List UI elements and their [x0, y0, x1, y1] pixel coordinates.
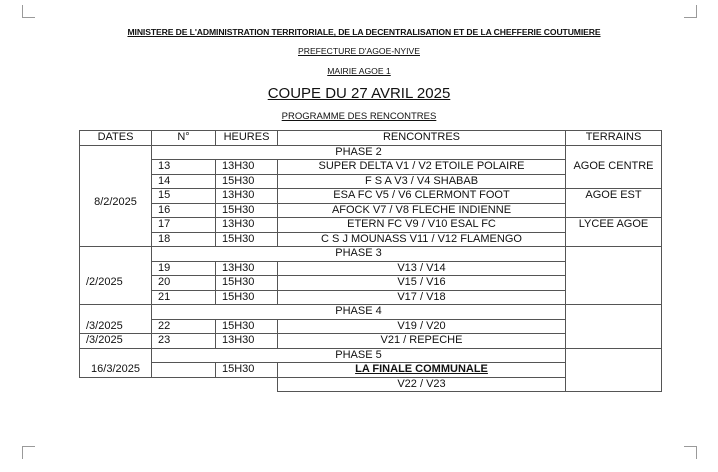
table-header-row: [80, 131, 662, 146]
phase-row: [80, 247, 662, 262]
match-teams: V19 / V20: [278, 319, 566, 334]
terrain-cell: [566, 261, 662, 305]
match-time: 13H30: [216, 189, 278, 204]
date-cell: [80, 305, 152, 320]
crop-mark-bottom-right: [684, 446, 697, 459]
terrain-lycee-agoe: LYCEE AGOE: [566, 218, 662, 247]
phase-3-date: /2/2025: [80, 261, 152, 305]
final-date: 16/3/2025: [80, 363, 152, 378]
match-time: 15H30: [216, 232, 278, 247]
crop-mark-bottom-left: [22, 446, 35, 459]
match-number: 20: [152, 276, 216, 291]
match-number: 17: [152, 218, 216, 233]
match-number: 23: [152, 334, 216, 349]
match-date: /3/2025: [80, 319, 152, 334]
match-number: 22: [152, 319, 216, 334]
match-teams: F S A V3 / V4 SHABAB: [278, 174, 566, 189]
match-time: 13H30: [216, 160, 278, 175]
match-number: 13: [152, 160, 216, 175]
date-cell: [80, 247, 152, 262]
match-date: /3/2025: [80, 334, 152, 349]
phase-row: [80, 348, 662, 363]
empty-cell: [80, 377, 278, 392]
match-time: 15H30: [216, 276, 278, 291]
match-time: 15H30: [216, 290, 278, 305]
table-row: [80, 363, 662, 378]
table-row: [80, 218, 662, 233]
terrain-cell: [566, 247, 662, 262]
table-row: [80, 160, 662, 175]
match-number: 18: [152, 232, 216, 247]
crop-mark-top-right: [684, 5, 697, 18]
phase-row: [80, 305, 662, 320]
ministry-heading: MINISTERE DE L'ADMINISTRATION TERRITORIALE, DE LA DECENTRALISATION ET DE LA CHEFFERIE COUTUMIERE: [127, 27, 601, 37]
match-time: 15H30: [216, 319, 278, 334]
col-header-heures: HEURES: [216, 131, 278, 146]
col-header-rencontres: RENCONTRES: [278, 131, 566, 146]
match-number: 14: [152, 174, 216, 189]
match-time: 15H30: [216, 203, 278, 218]
date-cell: [80, 145, 152, 160]
col-header-terrains: TERRAINS: [566, 131, 662, 146]
match-time: 15H30: [216, 174, 278, 189]
document-subtitle: PROGRAMME DES RENCONTRES: [281, 111, 437, 122]
phase-3-label: PHASE 3: [152, 247, 566, 262]
match-teams: ETERN FC V9 / V10 ESAL FC: [278, 218, 566, 233]
table-row: [80, 261, 662, 276]
terrain-cell: [566, 145, 662, 160]
phase-2-date: 8/2/2025: [80, 160, 152, 247]
final-match: V22 / V23: [278, 377, 566, 392]
terrain-agoe-est: AGOE EST: [566, 189, 662, 218]
table-row: [80, 189, 662, 204]
document-title: COUPE DU 27 AVRIL 2025: [267, 85, 451, 102]
col-header-dates: DATES: [80, 131, 152, 146]
terrain-agoe-centre: AGOE CENTRE: [566, 160, 662, 189]
terrain-cell: [566, 363, 662, 392]
match-time: 13H30: [216, 218, 278, 233]
col-header-number: N°: [152, 131, 216, 146]
match-teams: V15 / V16: [278, 276, 566, 291]
match-teams: AFOCK V7 / V8 FLECHE INDIENNE: [278, 203, 566, 218]
match-number: 19: [152, 261, 216, 276]
phase-2-label: PHASE 2: [152, 145, 566, 160]
match-teams: ESA FC V5 / V6 CLERMONT FOOT: [278, 189, 566, 204]
table-row: [80, 319, 662, 334]
match-time: 15H30: [216, 363, 278, 378]
match-time: 13H30: [216, 261, 278, 276]
phase-5-label: PHASE 5: [152, 348, 566, 363]
match-teams: C S J MOUNASS V11 / V12 FLAMENGO: [278, 232, 566, 247]
match-time: 13H30: [216, 334, 278, 349]
match-number: [152, 363, 216, 378]
match-number: 21: [152, 290, 216, 305]
crop-mark-top-left: [22, 5, 35, 18]
match-teams: V17 / V18: [278, 290, 566, 305]
terrain-cell: [566, 319, 662, 348]
match-schedule-table: [79, 130, 662, 392]
final-label: LA FINALE COMMUNALE: [278, 363, 566, 378]
match-teams: V13 / V14: [278, 261, 566, 276]
prefecture-heading: PREFECTURE D'AGOE-NYIVE: [298, 46, 420, 56]
terrain-cell: [566, 305, 662, 320]
match-number: 15: [152, 189, 216, 204]
match-teams: SUPER DELTA V1 / V2 ETOILE POLAIRE: [278, 160, 566, 175]
match-teams: V21 / REPECHE: [278, 334, 566, 349]
phase-4-label: PHASE 4: [152, 305, 566, 320]
mairie-heading: MAIRIE AGOE 1: [327, 66, 391, 76]
match-number: 16: [152, 203, 216, 218]
date-cell: [80, 348, 152, 363]
phase-row: [80, 145, 662, 160]
terrain-cell: [566, 348, 662, 363]
